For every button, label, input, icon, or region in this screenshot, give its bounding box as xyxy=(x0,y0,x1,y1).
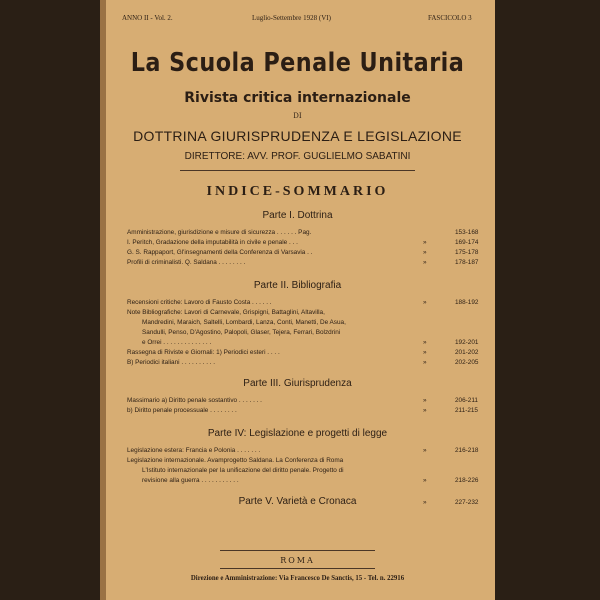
di-label: DI xyxy=(293,112,302,120)
toc-row: Amministrazione, giurisdizione e misure di sicurezza . . . . . . Pag. 153-168 xyxy=(127,229,479,236)
toc-row: Profili di criminalisti. Q. Saldana . . . . . . . . » 178-187 xyxy=(127,259,479,266)
toc-row: B) Periodici italiani . . . . . . . . . . » 202-205 xyxy=(127,359,479,366)
toc-row: Legislazione estera: Francia e Polonia . . . . . . . » 216-218 xyxy=(127,447,479,454)
volume-label: ANNO II - Vol. 2. xyxy=(122,14,173,22)
toc-row: Rassegna di Riviste e Giornali: 1) Periodici esteri . . . . » 201-202 xyxy=(127,349,479,356)
divider xyxy=(180,170,415,171)
toc-row: G. S. Rappaport, Gl'insegnamenti della Conferenza di Varsavia . . » 175-178 xyxy=(127,249,479,256)
toc-row: Recensioni critiche: Lavoro di Fausto Costa . . . . . . » 188-192 xyxy=(127,299,479,306)
city-label: ROMA xyxy=(280,556,315,565)
toc-row: Sandulli, Penso, D'Agostino, Palopoli, Glaser, Tejera, Ferrari, Bolzdrini xyxy=(142,329,341,336)
toc-row: Mandredini, Maraich, Saltelli, Lombardi, Lanza, Conti, Manetti, De Asua, xyxy=(142,319,346,326)
divider xyxy=(220,550,375,551)
toc-row: b) Diritto penale processuale . . . . . . . . » 211-215 xyxy=(127,407,478,414)
toc-row: I. Peritch, Gradazione della imputabilità in civile e penale . . . » 169-174 xyxy=(127,239,479,246)
address-line: Direzione e Amministrazione: Via Francesco De Sanctis, 15 - Tel. n. 22916 xyxy=(190,575,405,582)
toc-row: Legislazione internazionale. Avamprogetto Saldana. La Conferenza di Roma xyxy=(127,457,344,464)
part-heading: Parte II. Bibliografia xyxy=(253,280,342,291)
toc-row: revisione alla guerra . . . . . . . . . . . » 218-226 xyxy=(142,477,479,484)
index-heading: INDICE-SOMMARIO xyxy=(206,184,389,199)
toc-row: Massimario a) Diritto penale sostantivo . . . . . . . » 206-211 xyxy=(127,397,478,404)
issue-label: FASCICOLO 3 xyxy=(428,14,472,22)
subject-line: DOTTRINA GIURISPRUDENZA E LEGISLAZIONE xyxy=(133,128,462,144)
toc-row: Note Bibliografiche: Lavori di Carnevale, Grispigni, Battaglini, Altavilla, xyxy=(127,309,325,316)
journal-subtitle: Rivista critica internazionale xyxy=(184,90,411,106)
part-heading: Parte V. Varietà e Cronaca xyxy=(238,496,357,507)
toc-row: e Orrei . . . . . . . . . . . . . . » 192-201 xyxy=(142,339,479,346)
director-line: DIRETTORE: AVV. PROF. GUGLIELMO SABATINI xyxy=(184,151,411,162)
toc-row: » 227-232 xyxy=(423,499,479,506)
date-label: Luglio-Settembre 1928 (VI) xyxy=(252,14,331,22)
journal-cover xyxy=(100,0,495,600)
part-heading: Parte I. Dottrina xyxy=(262,210,333,221)
journal-title: La Scuola Penale Unitaria xyxy=(130,48,465,78)
divider xyxy=(220,568,375,569)
part-heading: Parte III. Giurisprudenza xyxy=(243,378,352,389)
part-heading: Parte IV: Legislazione e progetti di legge xyxy=(207,428,388,439)
toc-row: L'Istituto internazionale per la unificazione del diritto penale. Progetto di xyxy=(142,467,344,474)
